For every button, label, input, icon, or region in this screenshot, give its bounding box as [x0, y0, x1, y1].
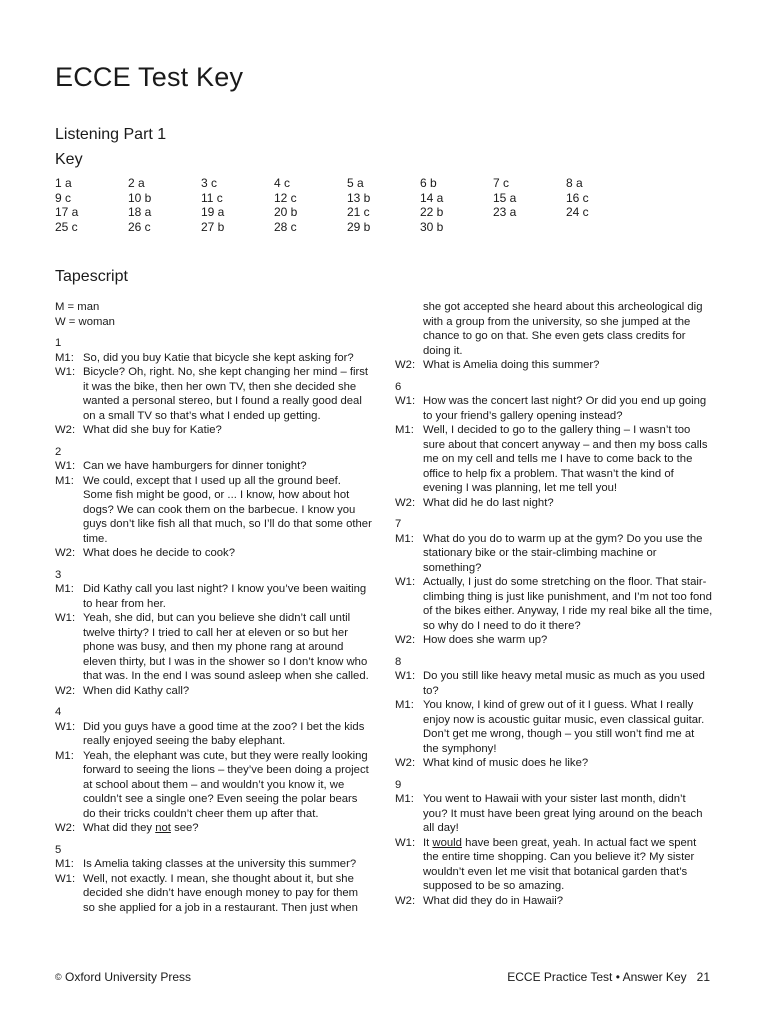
line-text-part: What do you do to warm up at the gym? Do you use the stationary bike or the stair-climbing machine or something?	[423, 532, 703, 574]
line-text-part: Yeah, she did, but can you believe she didn’t call until twelve thirty? I tried to call her at eleven or so but her phone was busy, and then my phone rang at around eleven thirty, but I was in the shower so I don’t know who that was. In the end I was sound asleep when she called.	[83, 612, 369, 682]
line-text-part: Well, I decided to go to the gallery thing – I wasn’t too sure about that concert anyway – and then my boss calls me on my cell and tells me I have to come back to the office to help fix a problem. That wasn’t the kind of evening I was planning, let me tell you!	[423, 424, 708, 494]
line-text	[423, 394, 713, 423]
speaker: W2:	[55, 547, 76, 559]
answer-item: 4 c	[274, 176, 291, 190]
dialogue-line	[395, 575, 713, 633]
speaker: W2:	[395, 894, 416, 907]
line-text-part: see?	[170, 822, 199, 834]
answer-key-grid	[55, 176, 639, 234]
answer-item: 10 b	[128, 190, 152, 205]
line-text	[423, 669, 713, 698]
answer-item: 6 b	[420, 176, 437, 190]
question-number: 4	[55, 706, 62, 718]
line-text-part: What did she buy for Katie?	[83, 424, 222, 436]
dialogue-line	[55, 423, 373, 438]
speaker: W1:	[395, 836, 416, 849]
answer-item: 14 a	[420, 190, 444, 205]
speaker: M1:	[55, 474, 74, 487]
line-text	[83, 684, 373, 699]
line-text	[83, 459, 373, 474]
dialogue-line	[55, 546, 373, 561]
legend-woman: W = woman	[55, 315, 115, 328]
line-text	[423, 698, 713, 756]
line-text-part: You know, I kind of grew out of it I guess. What I really enjoy now is acoustic guitar music, even classical guitar. Don’t get me wrong, though – you still won’t find me at the symphony!	[423, 699, 705, 755]
dialogue-line	[55, 821, 373, 836]
dialogue-line	[55, 857, 373, 872]
speaker: M1:	[395, 532, 414, 545]
line-text	[423, 756, 713, 771]
speaker: W2:	[395, 634, 416, 646]
line-text-part: What does he decide to cook?	[83, 547, 235, 559]
answer-item: 3 c	[201, 176, 218, 190]
question-number: 1	[55, 337, 62, 349]
footer-title: ECCE Practice Test • Answer Key	[507, 970, 687, 984]
line-text	[83, 474, 373, 547]
line-text-part: We could, except that I used up all the ground beef. Some fish might be good, or ... I know, how about hot dogs? We can cook them on the barbecue. I know you guys don’t like fish all that much, so I’ll do that some other time.	[83, 474, 372, 545]
question-number: 6	[395, 380, 402, 393]
speaker: W2:	[55, 684, 76, 697]
line-text	[83, 872, 373, 916]
dialogue-line	[55, 611, 373, 684]
answer-item: 21 c	[347, 205, 370, 219]
question-number: 9	[395, 778, 402, 791]
section-heading: Listening Part 1	[55, 126, 167, 143]
line-text	[423, 836, 713, 894]
dialogue-line	[55, 684, 373, 699]
answer-item: 8 a	[566, 176, 583, 190]
answer-item: 19 a	[201, 205, 225, 219]
line-text-part: Did you guys have a good time at the zoo? I bet the kids really enjoyed seeing the baby elephant.	[83, 720, 365, 747]
dialogue-line	[55, 749, 373, 822]
speaker: W2:	[55, 822, 76, 834]
speaker: W2:	[55, 424, 76, 436]
line-text-part: What did they do in Hawaii?	[423, 894, 564, 907]
line-text	[83, 611, 373, 684]
speaker: W1:	[395, 395, 416, 407]
speaker-legend	[55, 300, 373, 329]
line-text: What is Amelia doing this summer?	[423, 359, 600, 371]
line-text-part: Did Kathy call you last night? I know you’ve been waiting to hear from her.	[83, 583, 367, 610]
line-text	[423, 792, 713, 836]
speaker: W1:	[55, 720, 76, 733]
answer-item: 11 c	[201, 190, 223, 205]
dialogue-line	[395, 496, 713, 511]
line-text-part: What did they	[83, 822, 156, 834]
answer-item: 13 b	[347, 190, 371, 205]
answer-item: 5 a	[347, 176, 364, 190]
speaker: W2:	[395, 359, 416, 371]
answer-item: 2 a	[128, 176, 145, 190]
line-text	[83, 423, 373, 438]
answer-item: 18 a	[128, 205, 152, 219]
emphasized-word: would	[432, 836, 462, 849]
dialogue-line	[395, 836, 713, 894]
dialogue-line	[55, 351, 373, 366]
line-text	[423, 575, 713, 633]
answer-item: 24 c	[566, 205, 589, 219]
line-text	[423, 496, 713, 511]
dialogue-line	[395, 669, 713, 698]
speaker: W2:	[395, 496, 416, 509]
speaker: M1:	[395, 424, 414, 436]
line-text	[423, 894, 713, 909]
line-text	[83, 720, 373, 749]
answer-item: 7 c	[493, 176, 510, 190]
answer-item: 15 a	[493, 190, 517, 205]
dialogue-line	[395, 792, 713, 836]
speaker: W2:	[395, 757, 416, 769]
dialogue-line	[55, 474, 373, 547]
line-text-part: When did Kathy call?	[83, 684, 190, 697]
copyright-symbol: ©	[55, 972, 62, 982]
answer-item: 12 c	[274, 190, 297, 205]
speaker: W1:	[55, 366, 76, 378]
speaker: M1:	[395, 699, 414, 711]
footer-page-info	[507, 970, 710, 984]
line-text-part: What did he do last night?	[423, 496, 554, 509]
line-text-part: Can we have hamburgers for dinner tonight?	[83, 460, 307, 472]
line-text-part: You went to Hawaii with your sister last month, didn’t you? It must have been great lying around on the beach all day!	[423, 793, 703, 834]
answer-item: 20 b	[274, 205, 298, 219]
key-heading: Key	[55, 151, 83, 168]
dialogue-line	[55, 365, 373, 423]
speaker: W1:	[55, 460, 76, 472]
answer-item: 22 b	[420, 205, 444, 219]
dialogue-line	[395, 532, 713, 576]
page-title: ECCE Test Key	[55, 62, 244, 92]
legend-man: M = man	[55, 301, 100, 313]
line-text	[423, 532, 713, 576]
dialogue-line	[55, 720, 373, 749]
dialogue-line	[55, 459, 373, 474]
line-text	[83, 351, 373, 366]
dialogue-line	[395, 633, 713, 648]
line-text-part: Well, not exactly. I mean, she thought about it, but she decided she didn’t have enough money to pay for them so she applied for a job in a restaurant. Then just when	[83, 872, 359, 914]
answer-item: 1 a	[55, 176, 72, 190]
line-text-part: Actually, I just do some stretching on the floor. That stair-climbing thing is just like punishment, and I’m not too fond of the bikes either. Anyway, I ride my real bike all the time, so why do I need to do it there?	[423, 576, 713, 632]
line-text	[83, 365, 373, 423]
question-number: 8	[395, 655, 402, 668]
line-text-part: How was the concert last night? Or did you end up going to your friend’s gallery opening instead?	[423, 395, 707, 422]
tapescript-right-column	[395, 300, 713, 908]
question-number: 3	[55, 568, 62, 581]
line-text	[83, 582, 373, 611]
answer-item: 28 c	[274, 219, 297, 234]
answer-item: 23 a	[493, 205, 517, 219]
line-text	[423, 633, 713, 648]
line-text-part: What kind of music does he like?	[423, 757, 589, 769]
line-text-part: Is Amelia taking classes at the university this summer?	[83, 858, 357, 870]
dialogue-line	[395, 394, 713, 423]
dialogue-line	[55, 582, 373, 611]
page-number: 21	[696, 970, 710, 984]
tapescript-heading: Tapescript	[55, 268, 128, 285]
speaker: W1:	[55, 612, 76, 624]
dialogue-line	[55, 872, 373, 916]
line-text-part: Bicycle? Oh, right. No, she kept changing her mind – first it was the bike, then her own TV, then she decided she wanted a personal stereo, but I found a really good deal on a small TV so that’s what I ended up getting.	[83, 366, 369, 422]
speaker: W1:	[55, 872, 76, 885]
publisher-name: Oxford University Press	[64, 970, 192, 984]
continuation-text: she got accepted she heard about this archeological dig with a group from the university, so she jumped at the chance to go on that. She even gets class credits for doing it.	[423, 301, 703, 357]
line-text	[83, 546, 373, 561]
line-text-part: It	[423, 836, 433, 849]
question-number: 2	[55, 445, 62, 458]
line-text-part: So, did you buy Katie that bicycle she kept asking for?	[83, 351, 354, 364]
speaker: M1:	[55, 858, 74, 870]
line-text	[83, 857, 373, 872]
answer-item: 26 c	[128, 219, 151, 234]
line-text	[423, 423, 713, 496]
speaker: M1:	[395, 793, 414, 805]
line-text	[83, 821, 373, 836]
question-number: 5	[55, 843, 62, 856]
answer-item: 25 c	[55, 219, 78, 234]
emphasized-word: not	[155, 822, 171, 834]
line-text	[83, 749, 373, 822]
speaker: M1:	[55, 749, 74, 762]
question-number: 7	[395, 518, 402, 530]
answer-item: 17 a	[55, 205, 79, 219]
speaker: M1:	[55, 351, 74, 364]
answer-item: 9 c	[55, 190, 72, 205]
answer-item: 30 b	[420, 219, 444, 234]
footer-publisher	[55, 970, 191, 984]
line-text-part: Do you still like heavy metal music as much as you used to?	[423, 670, 705, 697]
dialogue-line	[395, 358, 713, 373]
answer-item: 29 b	[347, 219, 371, 234]
line-text-part: have been great, yeah. In actual fact we spent the entire time shopping. Can you believe it? My sister wouldn’t even let me visit that botanical garden that’s supposed to be so amazing.	[423, 836, 697, 892]
dialogue-line	[395, 894, 713, 909]
answer-item: 27 b	[201, 219, 225, 234]
line-text-part: Yeah, the elephant was cute, but they were really looking forward to seeing the lions – they’ve been doing a project at school about them – and wouldn’t you know it, we couldn’t see a single one? Even seeing the polar bears do their tricks couldn’t cheer them up after that.	[83, 749, 369, 820]
speaker: W1:	[395, 576, 416, 588]
dialogue-line	[395, 698, 713, 756]
dialogue-line	[395, 423, 713, 496]
answer-item: 16 c	[566, 190, 589, 205]
speaker: W1:	[395, 670, 416, 682]
dialogue-line	[395, 756, 713, 771]
line-text-part: How does she warm up?	[423, 634, 548, 646]
speaker: M1:	[55, 583, 74, 595]
tapescript-left-column	[55, 300, 373, 915]
